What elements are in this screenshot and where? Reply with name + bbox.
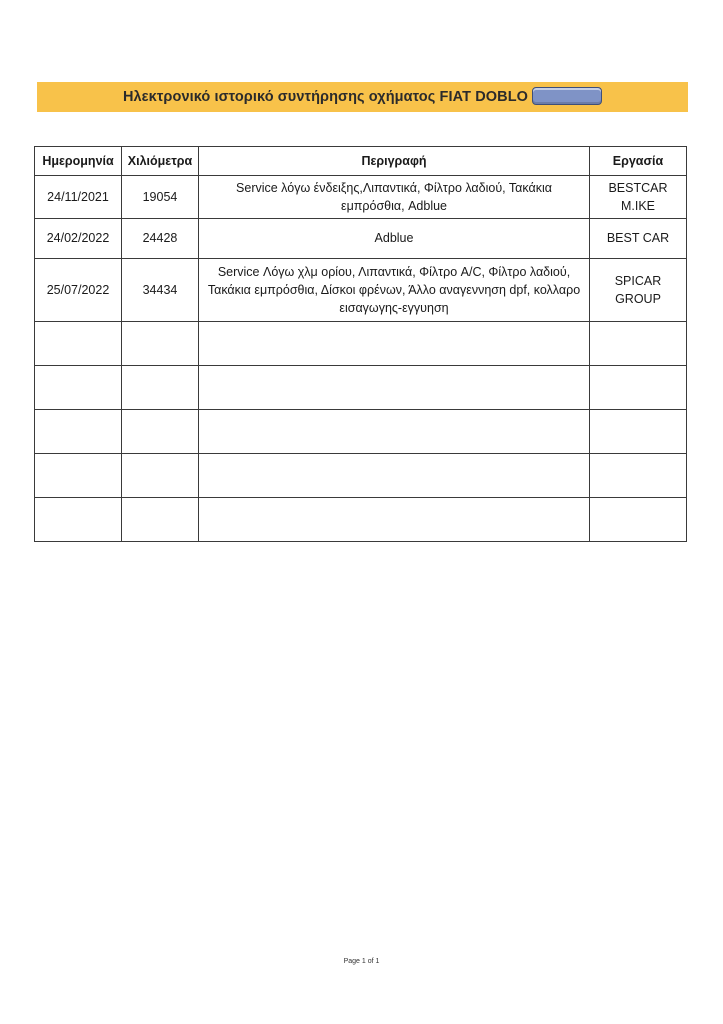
empty-cell [199,366,590,410]
table-row [35,176,687,219]
cell-date: 25/07/2022 [35,259,122,322]
cell-description: Service λόγω ένδειξης,Λιπαντικά, Φίλτρο λαδιού, Τακάκια εμπρόσθια, Adblue [199,176,590,219]
document-title: Ηλεκτρονικό ιστορικό συντήρησης οχήματος FIAT DOBLO [122,89,529,105]
cell-km: 24428 [122,219,199,259]
empty-cell [35,498,122,542]
empty-cell [122,410,199,454]
empty-cell [199,410,590,454]
empty-cell [35,366,122,410]
header-description: Περιγραφή [199,147,590,176]
empty-cell [199,322,590,366]
page-number: Page 1 of 1 [343,958,380,965]
maintenance-history-table [34,146,687,542]
cell-date: 24/11/2021 [35,176,122,219]
empty-cell [122,498,199,542]
cell-description: Adblue [199,219,590,259]
table-header-row [35,147,687,176]
empty-cell [199,454,590,498]
cell-date: 24/02/2022 [35,219,122,259]
cell-description: Service Λόγω χλμ ορίου, Λιπαντικά, Φίλτρο A/C, Φίλτρο λαδιού, Τακάκια εμπρόσθια, Δίσκοι φρένων, Άλλο αναγεννηση dpf, κολλαρο εισαγωγης-εγγυηση [199,259,590,322]
cell-workshop: BEST CAR [590,219,687,259]
header-km: Χιλιόμετρα [122,147,199,176]
redacted-license-plate [532,87,602,105]
empty-table-row [35,454,687,498]
cell-workshop: SPICAR GROUP [590,259,687,322]
document-title-bar [37,82,688,112]
empty-cell [122,366,199,410]
empty-cell [590,366,687,410]
empty-cell [122,454,199,498]
table-row [35,219,687,259]
empty-cell [35,322,122,366]
header-date: Ημερομηνία [35,147,122,176]
empty-cell [122,322,199,366]
empty-table-row [35,366,687,410]
empty-cell [35,454,122,498]
empty-cell [590,410,687,454]
cell-km: 34434 [122,259,199,322]
table-row [35,259,687,322]
empty-cell [35,410,122,454]
empty-table-row [35,322,687,366]
empty-cell [590,498,687,542]
empty-cell [199,498,590,542]
header-workshop: Εργασία [590,147,687,176]
empty-table-row [35,410,687,454]
empty-cell [590,454,687,498]
cell-workshop: BESTCAR M.IKE [590,176,687,219]
empty-cell [590,322,687,366]
empty-table-row [35,498,687,542]
cell-km: 19054 [122,176,199,219]
